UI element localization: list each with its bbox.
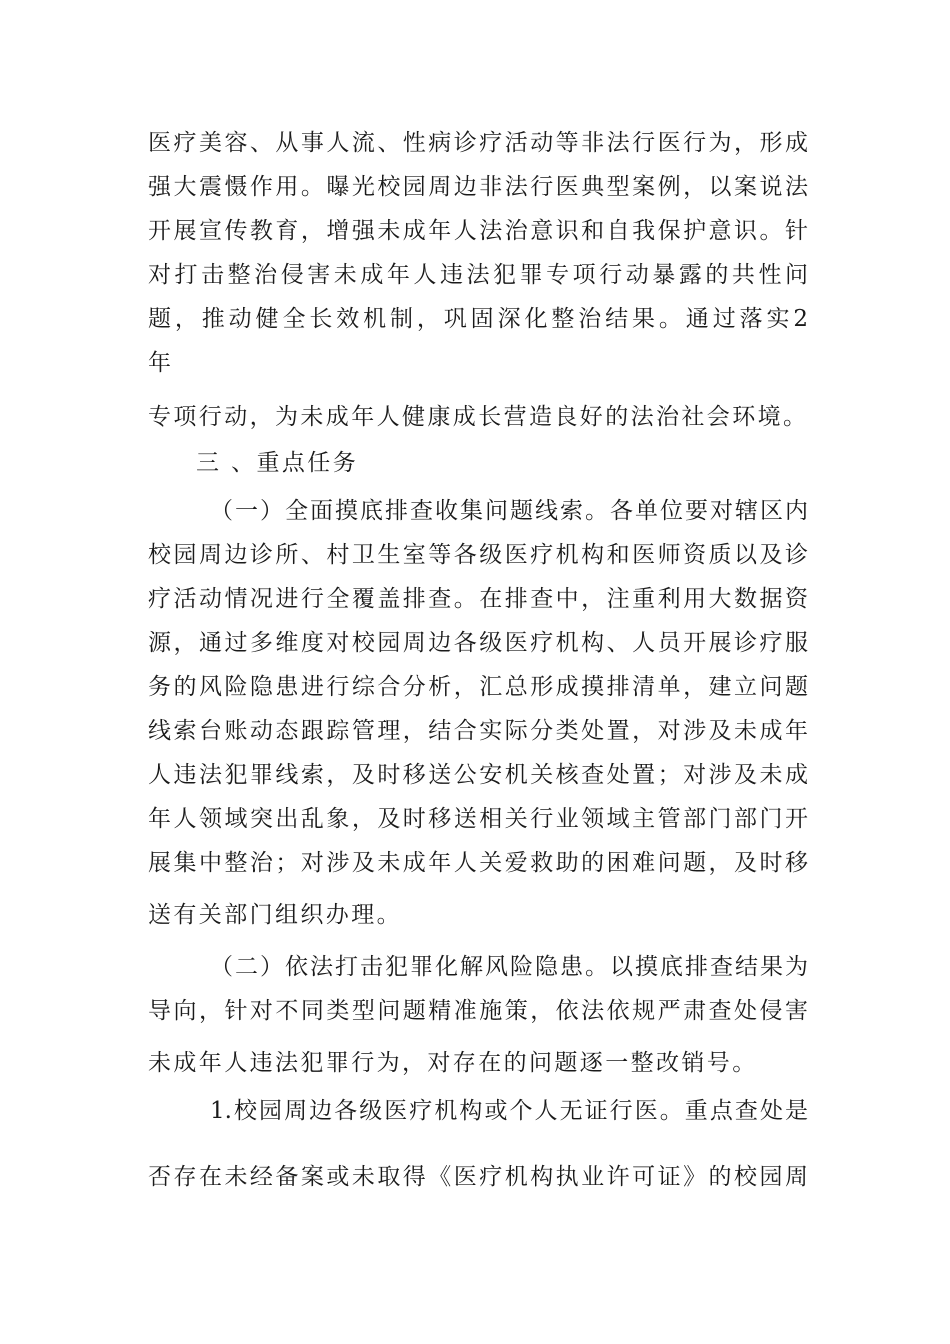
text-line: 未成年人违法犯罪行为，对存在的问题逐一整改销号。: [148, 1050, 758, 1076]
text-line: 展集中整治；对涉及未成年人关爱救助的困难问题，及时移: [148, 850, 808, 876]
text-line: 送有关部门组织办理。: [148, 902, 402, 928]
text-line: 否存在未经备案或未取得《医疗机构执业许可证》的校园周: [148, 1164, 808, 1190]
text-line: 开展宣传教育，增强未成年人法治意识和自我保护意识。针: [148, 218, 808, 244]
paragraph-heading-line: （二）依法打击犯罪化解风险隐患。以摸底排查结果为: [210, 954, 808, 980]
text-line: 年人领域突出乱象，及时移送相关行业领域主管部门部门开: [148, 806, 808, 832]
text-line: 对打击整治侵害未成年人违法犯罪专项行动暴露的共性问: [148, 262, 808, 288]
text-line: 源，通过多维度对校园周边各级医疗机构、人员开展诊疗服: [148, 630, 808, 656]
text-line: 疗活动情况进行全覆盖排查。在排查中，注重利用大数据资: [148, 586, 808, 612]
text-line: 题，推动健全长效机制，巩固深化整治结果。通过落实2: [148, 306, 808, 332]
text-line: 年: [148, 350, 175, 376]
text-line: 医疗美容、从事人流、性病诊疗活动等非法行医行为，形成: [148, 130, 808, 156]
list-item-line: 1.校园周边各级医疗机构或个人无证行医。重点查处是: [210, 1098, 808, 1124]
text-line: 校园周边诊所、村卫生室等各级医疗机构和医师资质以及诊: [148, 542, 808, 568]
text-line: 专项行动，为未成年人健康成长营造良好的法治社会环境。: [148, 404, 809, 430]
section-heading: 三 、重点任务: [196, 450, 359, 476]
paragraph-heading-line: （一）全面摸底排查收集问题线索。各单位要对辖区内: [210, 498, 808, 524]
text-line: 强大震慑作用。曝光校园周边非法行医典型案例，以案说法: [148, 174, 808, 200]
text-line: 导向，针对不同类型问题精准施策，依法依规严肃查处侵害: [148, 998, 808, 1024]
text-line: 务的风险隐患进行综合分析，汇总形成摸排清单，建立问题: [148, 674, 808, 700]
text-line: 人违法犯罪线索，及时移送公安机关核查处置；对涉及未成: [148, 762, 808, 788]
text-line: 线索台账动态跟踪管理，结合实际分类处置，对涉及未成年: [148, 718, 808, 744]
